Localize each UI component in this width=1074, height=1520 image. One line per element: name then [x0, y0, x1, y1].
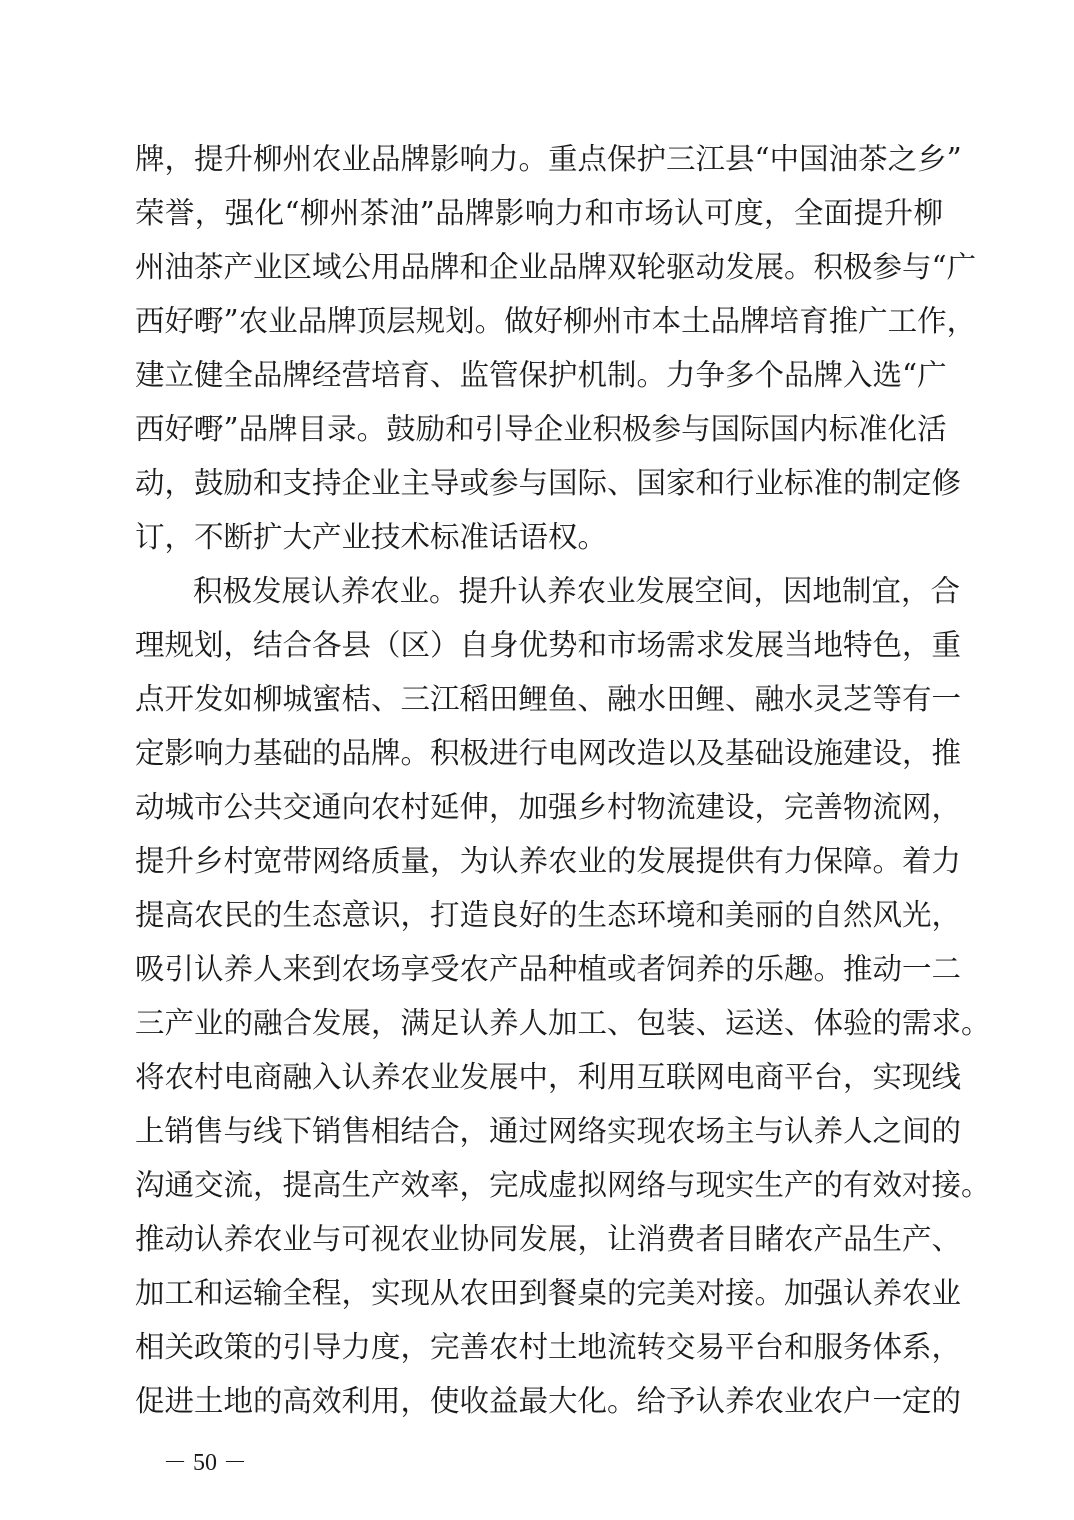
text-line: 加工和运输全程，实现从农田到餐桌的完美对接。加强认养农业 [135, 1276, 962, 1310]
text-line: 提升乡村宽带网络质量，为认养农业的发展提供有力保障。着力 [135, 844, 962, 878]
text-line: 点开发如柳城蜜桔、三江稻田鲤鱼、融水田鲤、融水灵芝等有一 [135, 682, 962, 716]
text-line: 动，鼓励和支持企业主导或参与国际、国家和行业标准的制定修 [135, 466, 962, 500]
text-line: 建立健全品牌经营培育、监管保护机制。力争多个品牌入选“广 [135, 358, 947, 392]
text-line: 提高农民的生态意识，打造良好的生态环境和美丽的自然风光， [135, 898, 962, 932]
text-line: 西好嘢”农业品牌顶层规划。做好柳州市本土品牌培育推广工作， [135, 304, 977, 338]
text-line: 沟通交流，提高生产效率，完成虚拟网络与现实生产的有效对接。 [135, 1168, 991, 1202]
text-line: 荣誉，强化“柳州茶油”品牌影响力和市场认可度，全面提升柳 [135, 196, 943, 230]
text-line: 动城市公共交通向农村延伸，加强乡村物流建设，完善物流网， [135, 790, 962, 824]
text-line: 促进土地的高效利用，使收益最大化。给予认养农业农户一定的 [135, 1384, 962, 1418]
text-line: 三产业的融合发展，满足认养人加工、包装、运送、体验的需求。 [135, 1006, 991, 1040]
text-line: 西好嘢”品牌目录。鼓励和引导企业积极参与国际国内标准化活 [135, 412, 947, 446]
text-line: 州油茶产业区域公用品牌和企业品牌双轮驱动发展。积极参与“广 [135, 250, 977, 284]
text-line: 理规划，结合各县（区）自身优势和市场需求发展当地特色，重 [135, 628, 962, 662]
text-line: 相关政策的引导力度，完善农村土地流转交易平台和服务体系， [135, 1330, 962, 1364]
text-line: 牌，提升柳州农业品牌影响力。重点保护三江县“中国油茶之乡” [135, 142, 962, 176]
text-line: 将农村电商融入认养农业发展中，利用互联网电商平台，实现线 [135, 1060, 962, 1094]
page-number: － 50 － [163, 1450, 247, 1476]
text-line: 上销售与线下销售相结合，通过网络实现农场主与认养人之间的 [135, 1114, 962, 1148]
paragraph-start-line: 积极发展认养农业。提升认养农业发展空间，因地制宜，合 [193, 574, 961, 608]
text-line: 推动认养农业与可视农业协同发展，让消费者目睹农产品生产、 [135, 1222, 962, 1256]
text-line: 吸引认养人来到农场享受农产品种植或者饲养的乐趣。推动一二 [135, 952, 962, 986]
paragraph-end-line: 订，不断扩大产业技术标准话语权。 [135, 520, 608, 554]
text-line: 定影响力基础的品牌。积极进行电网改造以及基础设施建设，推 [135, 736, 962, 770]
